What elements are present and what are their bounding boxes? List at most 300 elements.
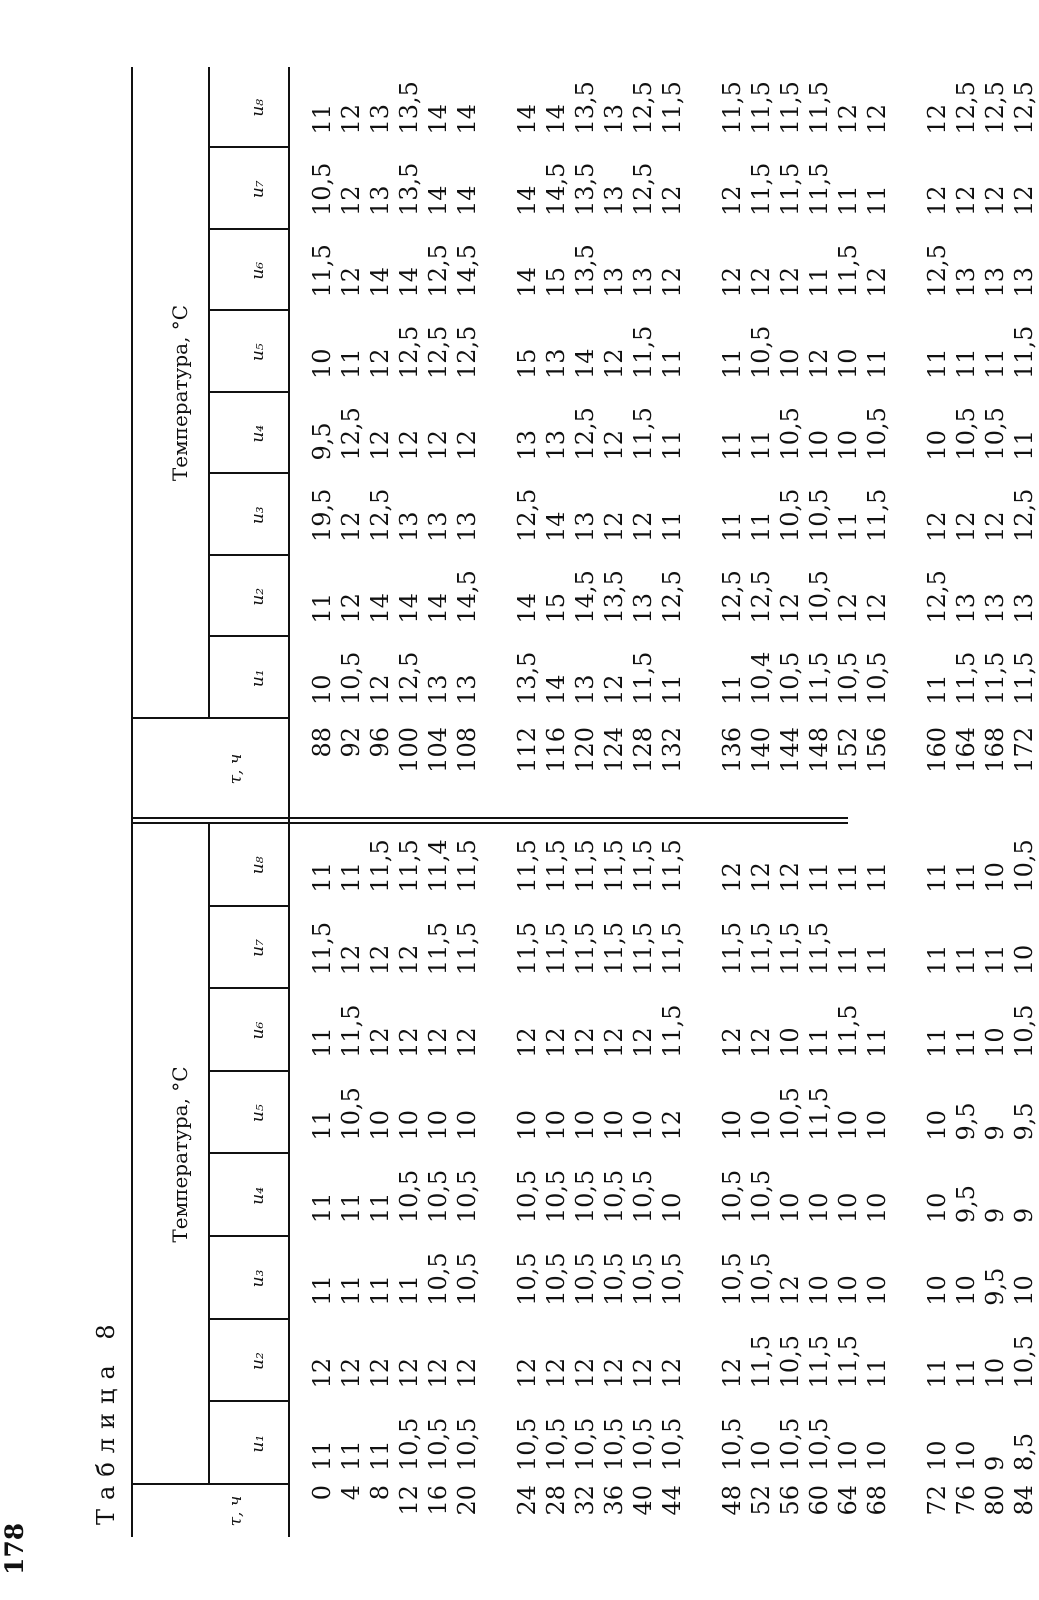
value-cell: 12 — [337, 944, 365, 976]
group-gap — [892, 1155, 923, 1224]
value-cell: 11,5 — [395, 839, 423, 893]
value-cell: 12 — [600, 674, 628, 705]
value-cell: 12 — [337, 185, 365, 216]
group-gap — [687, 67, 718, 135]
value-cell: 12 — [834, 592, 862, 624]
left-u-header: u₂ — [248, 1352, 268, 1370]
right-u-header: u₈ — [248, 98, 268, 117]
value-cell: 11 — [805, 862, 833, 893]
right-u-column — [308, 67, 1039, 135]
value-cell: 11 — [718, 429, 746, 461]
value-cell: 14 — [424, 103, 452, 135]
value-cell: 11 — [718, 674, 746, 705]
value-cell: 11,5 — [658, 921, 686, 976]
right-u-header: u₆ — [248, 261, 268, 280]
value-cell: 11,5 — [1010, 651, 1038, 705]
value-cell: 11,5 — [600, 921, 628, 976]
right-u-header: u₃ — [248, 506, 268, 525]
tau-cell: 8 — [366, 1485, 394, 1501]
value-cell: 11 — [863, 1027, 891, 1058]
value-cell: 12 — [981, 185, 1009, 216]
value-cell: 11,5 — [658, 81, 686, 135]
value-cell: 10,5 — [600, 1417, 628, 1471]
value-cell: 10,5 — [424, 1169, 452, 1224]
group-gap — [687, 475, 718, 543]
value-cell: 10 — [747, 1440, 775, 1471]
value-cell: 9,5 — [981, 1267, 1009, 1306]
tau-cell: 172 — [1010, 727, 1038, 773]
value-cell: 11,5 — [337, 1004, 365, 1058]
value-cell: 10,5 — [863, 407, 891, 461]
value-cell: 10 — [366, 1109, 394, 1141]
value-cell: 12 — [366, 674, 394, 705]
value-cell: 10 — [952, 1275, 980, 1306]
value-cell: 12 — [424, 1357, 452, 1389]
value-cell: 12 — [1010, 185, 1038, 216]
right-u-column — [308, 312, 1039, 380]
value-cell: 12 — [308, 1357, 336, 1389]
group-gap — [892, 393, 923, 461]
left-u-column — [308, 1320, 1039, 1389]
value-cell: 10,5 — [776, 1087, 804, 1141]
right-temp-rule — [208, 67, 210, 719]
value-cell: 10,5 — [776, 407, 804, 461]
value-cell: 13 — [629, 266, 657, 298]
value-cell: 12 — [658, 185, 686, 216]
group-gap — [482, 1402, 513, 1471]
value-cell: 11 — [923, 1357, 951, 1389]
value-cell: 10,5 — [395, 1169, 423, 1224]
value-cell: 13 — [424, 511, 452, 542]
tau-cell: 132 — [658, 727, 686, 773]
tau-cell: 168 — [981, 727, 1009, 773]
value-cell: 11 — [658, 674, 686, 705]
left-temperature-title: Температура, °С — [168, 1066, 192, 1243]
value-cell: 11 — [952, 1357, 980, 1389]
value-cell: 10,5 — [658, 1417, 686, 1471]
right-column-divider — [208, 554, 288, 556]
page-number-text: 178 — [0, 1522, 29, 1575]
value-cell: 11 — [834, 185, 862, 216]
left-u-column — [308, 1237, 1039, 1306]
value-cell: 14 — [366, 266, 394, 298]
value-cell: 11 — [863, 1357, 891, 1389]
value-cell: 10 — [952, 1440, 980, 1471]
value-cell: 11 — [308, 862, 336, 893]
value-cell: 11 — [658, 348, 686, 379]
value-cell: 12,5 — [629, 81, 657, 135]
value-cell: 10 — [1010, 1275, 1038, 1306]
group-gap — [482, 67, 513, 135]
value-cell: 13 — [981, 592, 1009, 624]
value-cell: 13 — [600, 185, 628, 216]
group-gap — [687, 1402, 718, 1471]
group-gap — [482, 1155, 513, 1224]
group-gap — [892, 1402, 923, 1471]
value-cell: 11 — [863, 185, 891, 216]
value-cell: 11,5 — [952, 651, 980, 705]
value-cell: 12,5 — [395, 651, 423, 705]
right-column-divider — [208, 636, 288, 638]
value-cell: 12 — [337, 266, 365, 298]
value-cell: 13 — [366, 185, 394, 216]
value-cell: 11 — [337, 1275, 365, 1306]
value-cell: 10,5 — [863, 651, 891, 705]
group-gap — [892, 638, 923, 706]
value-cell: 10 — [981, 862, 1009, 893]
group-gap — [892, 230, 923, 298]
tau-cell: 156 — [863, 727, 891, 773]
value-cell: 10,5 — [805, 488, 833, 542]
value-cell: 10 — [981, 1357, 1009, 1389]
value-cell: 12 — [923, 185, 951, 216]
value-cell: 11,5 — [424, 921, 452, 976]
tau-cell: 60 — [805, 1485, 833, 1516]
value-cell: 10,5 — [600, 1252, 628, 1306]
value-cell: 10,5 — [542, 1169, 570, 1224]
value-cell: 10,5 — [629, 1417, 657, 1471]
value-cell: 12,5 — [629, 162, 657, 216]
tau-cell: 124 — [600, 727, 628, 773]
right-u-column — [308, 393, 1039, 461]
value-cell: 11 — [337, 1192, 365, 1224]
value-cell: 10,5 — [337, 1087, 365, 1141]
value-cell: 11,5 — [571, 921, 599, 976]
tau-cell: 72 — [923, 1485, 951, 1516]
value-cell: 10,5 — [1010, 839, 1038, 893]
tau-cell: 152 — [834, 727, 862, 773]
tau-cell: 88 — [308, 727, 336, 758]
value-cell: 10,5 — [718, 1252, 746, 1306]
value-cell: 11 — [923, 348, 951, 379]
value-cell: 12 — [805, 348, 833, 379]
value-cell: 10,5 — [308, 162, 336, 216]
value-cell: 11,5 — [776, 162, 804, 216]
value-cell: 10 — [834, 429, 862, 461]
value-cell: 11 — [308, 1440, 336, 1471]
value-cell: 15 — [542, 592, 570, 624]
value-cell: 11 — [747, 511, 775, 542]
tau-cell: 144 — [776, 727, 804, 773]
right-column-divider — [208, 310, 288, 312]
value-cell: 13 — [453, 511, 481, 542]
value-cell: 10,5 — [658, 1252, 686, 1306]
value-cell: 12 — [366, 1027, 394, 1058]
value-cell: 11,5 — [542, 921, 570, 976]
value-cell: 11,5 — [658, 1004, 686, 1058]
value-cell: 11,5 — [776, 81, 804, 135]
value-cell: 11,5 — [629, 651, 657, 705]
value-cell: 11,5 — [747, 162, 775, 216]
value-cell: 12 — [718, 266, 746, 298]
value-cell: 12 — [600, 348, 628, 379]
group-gap — [482, 393, 513, 461]
value-cell: 11,5 — [366, 839, 394, 893]
value-cell: 10,5 — [629, 1252, 657, 1306]
value-cell: 12,5 — [513, 488, 541, 542]
value-cell: 11,5 — [513, 839, 541, 893]
value-cell: 11,5 — [629, 325, 657, 379]
value-cell: 11,5 — [747, 81, 775, 135]
value-cell: 11 — [923, 944, 951, 976]
value-cell: 11 — [308, 1192, 336, 1224]
value-cell: 14,5 — [542, 162, 570, 216]
tau-cell: 80 — [981, 1485, 1009, 1516]
value-cell: 10 — [805, 429, 833, 461]
right-u-header: u₁ — [248, 669, 268, 688]
value-cell: 13 — [571, 511, 599, 542]
value-cell: 10,5 — [805, 570, 833, 624]
value-cell: 9,5 — [1010, 1102, 1038, 1141]
value-cell: 10 — [863, 1440, 891, 1471]
value-cell: 14,5 — [453, 570, 481, 624]
value-cell: 10 — [308, 348, 336, 379]
value-cell: 10,5 — [424, 1252, 452, 1306]
value-cell: 11 — [952, 1027, 980, 1058]
value-cell: 11,5 — [776, 921, 804, 976]
value-cell: 11,5 — [629, 407, 657, 461]
right-column-divider — [208, 391, 288, 393]
value-cell: 14 — [513, 103, 541, 135]
value-cell: 10 — [923, 1440, 951, 1471]
group-gap — [687, 1155, 718, 1224]
value-cell: 11 — [308, 592, 336, 624]
tau-cell: 4 — [337, 1485, 365, 1501]
value-cell: 12 — [923, 511, 951, 542]
value-cell: 12 — [981, 511, 1009, 542]
table-caption: Таблица 8 — [92, 1315, 120, 1525]
left-u-column — [308, 1155, 1039, 1224]
value-cell: 10,5 — [453, 1417, 481, 1471]
right-temperature-title: Температура, °С — [168, 304, 192, 482]
value-cell: 12,5 — [718, 570, 746, 624]
value-cell: 11 — [952, 348, 980, 379]
left-column-divider — [208, 905, 288, 907]
value-cell: 12 — [718, 1357, 746, 1389]
right-u-column — [308, 475, 1039, 543]
group-gap — [687, 556, 718, 624]
value-cell: 11,5 — [805, 1334, 833, 1389]
left-column-divider — [208, 1318, 288, 1320]
value-cell: 11 — [337, 1440, 365, 1471]
value-cell: 12 — [600, 1027, 628, 1058]
group-gap — [687, 312, 718, 380]
group-gap — [892, 907, 923, 976]
value-cell: 10,5 — [542, 1252, 570, 1306]
value-cell: 13,5 — [571, 162, 599, 216]
value-cell: 10 — [923, 1275, 951, 1306]
value-cell: 12 — [395, 944, 423, 976]
value-cell: 13,5 — [395, 81, 423, 135]
value-cell: 11,5 — [308, 244, 336, 298]
tau-cell: 160 — [923, 727, 951, 773]
value-cell: 10 — [834, 1275, 862, 1306]
left-temp-rule — [208, 824, 210, 1485]
value-cell: 10 — [395, 1109, 423, 1141]
tau-cell: 112 — [513, 727, 541, 773]
value-cell: 10 — [834, 1109, 862, 1141]
value-cell: 12 — [337, 592, 365, 624]
value-cell: 12 — [658, 266, 686, 298]
tau-cell: 68 — [863, 1485, 891, 1516]
tau-cell: 40 — [629, 1485, 657, 1516]
value-cell: 11,5 — [571, 839, 599, 893]
value-cell: 10,5 — [571, 1252, 599, 1306]
value-cell: 12 — [424, 429, 452, 461]
group-gap — [687, 149, 718, 217]
value-cell: 11,5 — [629, 839, 657, 893]
value-cell: 12 — [718, 862, 746, 893]
value-cell: 13,5 — [600, 570, 628, 624]
group-gap — [482, 475, 513, 543]
value-cell: 10,5 — [337, 651, 365, 705]
group-gap — [892, 1237, 923, 1306]
value-cell: 9 — [981, 1207, 1009, 1224]
value-cell: 11 — [308, 1275, 336, 1306]
value-cell: 10,5 — [1010, 1334, 1038, 1389]
value-cell: 12,5 — [658, 570, 686, 624]
tau-cell: 0 — [308, 1485, 336, 1501]
right-u-column — [308, 230, 1039, 298]
tau-cell: 148 — [805, 727, 833, 773]
value-cell: 10,5 — [834, 651, 862, 705]
value-cell: 10 — [718, 1109, 746, 1141]
value-cell: 12 — [629, 1357, 657, 1389]
value-cell: 11,5 — [805, 162, 833, 216]
value-cell: 11,5 — [629, 921, 657, 976]
value-cell: 11 — [366, 1192, 394, 1224]
left-column-divider — [208, 1400, 288, 1402]
group-gap — [892, 312, 923, 380]
left-u-column — [308, 824, 1039, 893]
left-tau-header: τ, ч — [226, 1495, 246, 1527]
tau-cell: 96 — [366, 727, 394, 758]
value-cell: 10,5 — [571, 1417, 599, 1471]
value-cell: 12 — [747, 266, 775, 298]
value-cell: 11 — [981, 348, 1009, 379]
group-gap — [687, 907, 718, 976]
group-gap — [687, 1072, 718, 1141]
value-cell: 12 — [952, 511, 980, 542]
value-cell: 12,5 — [337, 407, 365, 461]
group-gap — [687, 1485, 718, 1537]
value-cell: 10 — [776, 1192, 804, 1224]
tau-cell: 44 — [658, 1485, 686, 1516]
value-cell: 10 — [424, 1109, 452, 1141]
value-cell: 12,5 — [1010, 488, 1038, 542]
value-cell: 14 — [513, 185, 541, 216]
value-cell: 9 — [1010, 1207, 1038, 1224]
value-cell: 12 — [776, 1275, 804, 1306]
value-cell: 12 — [629, 1027, 657, 1058]
value-cell: 13 — [1010, 592, 1038, 624]
header-bottom-rule — [288, 67, 290, 1537]
tau-cell: 48 — [718, 1485, 746, 1516]
value-cell: 10,5 — [952, 407, 980, 461]
value-cell: 10 — [571, 1109, 599, 1141]
value-cell: 10,5 — [513, 1252, 541, 1306]
value-cell: 11 — [337, 862, 365, 893]
value-cell: 14 — [366, 592, 394, 624]
value-cell: 14 — [424, 592, 452, 624]
value-cell: 12 — [863, 103, 891, 135]
value-cell: 11,5 — [834, 1004, 862, 1058]
value-cell: 12,5 — [747, 570, 775, 624]
group-gap — [482, 149, 513, 217]
tau-cell: 64 — [834, 1485, 862, 1516]
value-cell: 11 — [337, 348, 365, 379]
value-cell: 11 — [747, 429, 775, 461]
left-u-column — [308, 1402, 1039, 1471]
value-cell: 10,5 — [776, 1417, 804, 1471]
value-cell: 10 — [747, 1109, 775, 1141]
value-cell: 10,5 — [513, 1169, 541, 1224]
tau-cell: 84 — [1010, 1485, 1038, 1516]
group-gap — [482, 1320, 513, 1389]
right-column-divider — [208, 228, 288, 230]
left-u-header: u₄ — [248, 1186, 268, 1205]
value-cell: 11,5 — [805, 1087, 833, 1141]
value-cell: 10,5 — [805, 1417, 833, 1471]
value-cell: 12 — [571, 1357, 599, 1389]
value-cell: 14 — [513, 266, 541, 298]
value-cell: 10 — [834, 1192, 862, 1224]
tau-cell: 24 — [513, 1485, 541, 1516]
value-cell: 10,5 — [776, 1334, 804, 1389]
value-cell: 14 — [395, 592, 423, 624]
value-cell: 12 — [395, 1027, 423, 1058]
left-u-header: u₇ — [248, 939, 268, 957]
right-tau-column — [308, 727, 1039, 807]
group-gap — [482, 824, 513, 893]
group-gap — [482, 727, 513, 807]
value-cell: 14,5 — [571, 570, 599, 624]
value-cell: 14 — [424, 185, 452, 216]
table-top-rule — [131, 67, 133, 1537]
value-cell: 13 — [600, 103, 628, 135]
value-cell: 13 — [542, 429, 570, 461]
group-gap — [687, 824, 718, 893]
value-cell: 11 — [308, 1027, 336, 1058]
value-cell: 10,4 — [747, 651, 775, 705]
value-cell: 11,5 — [834, 1334, 862, 1389]
value-cell: 11,5 — [542, 839, 570, 893]
value-cell: 11,5 — [453, 921, 481, 976]
value-cell: 11 — [308, 103, 336, 135]
right-u-header: u₅ — [248, 343, 268, 362]
value-cell: 11,5 — [863, 488, 891, 542]
value-cell: 10,5 — [747, 1252, 775, 1306]
value-cell: 12 — [513, 1357, 541, 1389]
value-cell: 10 — [629, 1109, 657, 1141]
value-cell: 11 — [718, 511, 746, 542]
left-u-header: u₁ — [248, 1434, 268, 1453]
value-cell: 11,5 — [308, 921, 336, 976]
value-cell: 12 — [923, 103, 951, 135]
value-cell: 13 — [453, 674, 481, 705]
group-gap — [687, 989, 718, 1058]
value-cell: 11,5 — [513, 921, 541, 976]
group-gap — [892, 1320, 923, 1389]
value-cell: 12 — [453, 1357, 481, 1389]
value-cell: 14 — [571, 348, 599, 379]
value-cell: 10 — [1010, 944, 1038, 976]
group-gap — [482, 1072, 513, 1141]
value-cell: 10,5 — [981, 407, 1009, 461]
value-cell: 12 — [834, 103, 862, 135]
group-gap — [892, 475, 923, 543]
value-cell: 12 — [453, 1027, 481, 1058]
